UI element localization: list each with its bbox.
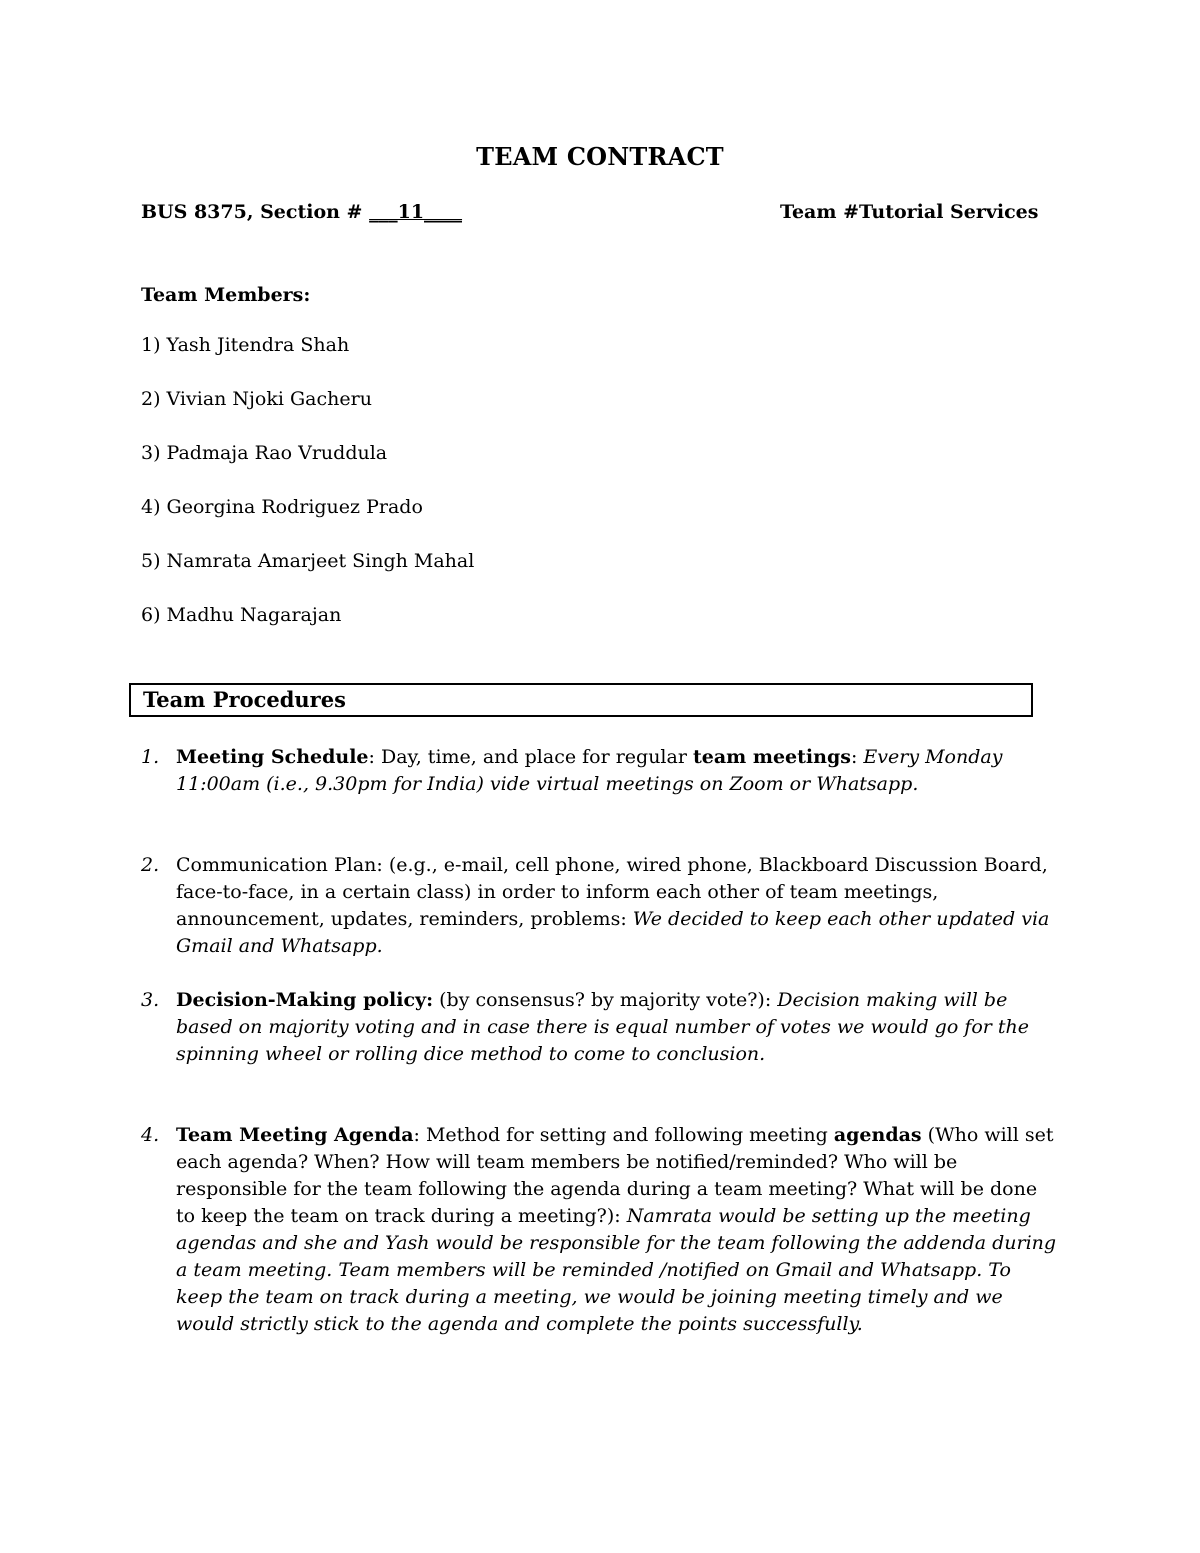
- procedure-number: 3.: [141, 989, 160, 1011]
- member-item: 1) Yash Jitendra Shah: [141, 334, 350, 356]
- procedure-answer: We decided to keep each other updated via Gmail and Whatsapp.: [176, 908, 1050, 957]
- member-item: 4) Georgina Rodriguez Prado: [141, 496, 423, 518]
- procedure-body: [176, 987, 1061, 1068]
- procedure-text: : Day, time, and place for regular: [368, 746, 693, 768]
- page-title: TEAM CONTRACT: [476, 142, 724, 171]
- procedure-item: [141, 987, 1061, 1068]
- procedure-body: [176, 852, 1061, 960]
- procedure-text-continued: :: [850, 746, 864, 768]
- member-item: 3) Padmaja Rao Vruddula: [141, 442, 388, 464]
- procedure-text: (by consensus? by majority vote?):: [433, 989, 778, 1011]
- procedure-item: [141, 1122, 1061, 1338]
- member-item: 2) Vivian Njoki Gacheru: [141, 388, 372, 410]
- procedure-body: [176, 1122, 1061, 1338]
- members-list: [141, 332, 474, 656]
- procedure-keyword: team meetings: [692, 746, 851, 768]
- procedure-label: Meeting Schedule: [176, 746, 369, 768]
- member-item: 6) Madhu Nagarajan: [141, 604, 342, 626]
- members-heading: Team Members:: [141, 284, 311, 306]
- procedure-label: Team Meeting Agenda: [176, 1124, 414, 1146]
- course-label: BUS 8375, Section #: [141, 201, 370, 223]
- procedure-number: 4.: [141, 1124, 160, 1146]
- procedure-answer: Decision making will be based on majority voting and in case there is equal number of votes we would go for the spinning wheel or rolling dice method to come to conclusion.: [176, 989, 1030, 1065]
- section-heading: Team Procedures: [143, 687, 346, 712]
- team-name: Team #Tutorial Services: [780, 201, 1039, 223]
- procedure-item: [141, 852, 1061, 960]
- procedure-text: : Method for setting and following meeting: [413, 1124, 834, 1146]
- course-section-line: [141, 201, 462, 223]
- section-number: ___11____: [369, 201, 463, 223]
- procedure-item: [141, 744, 1061, 798]
- member-item: 5) Namrata Amarjeet Singh Mahal: [141, 550, 475, 572]
- procedure-number: 2.: [141, 854, 160, 876]
- procedure-answer: Every Monday 11:00am (i.e., 9.30pm for India) vide virtual meetings on Zoom or Whatsapp.: [176, 746, 1003, 795]
- procedure-number: 1.: [141, 746, 160, 768]
- procedure-text: Communication Plan: (e.g., e-mail, cell phone, wired phone, Blackboard Discussion Board, face-to-face, in a certain class) in order to inform each other of team meetings, announcement, updates, reminders, problems:: [176, 854, 1048, 930]
- procedure-label: Decision-Making policy:: [176, 989, 434, 1011]
- procedure-body: [176, 744, 1061, 798]
- section-heading-box: [129, 683, 1033, 717]
- procedure-text-continued: (Who will set each agenda? When? How will team members be notified/reminded? Who will be responsible for the team following the agenda during a team meeting? What will be done to keep the team on track during a meeting?):: [176, 1124, 1054, 1227]
- procedure-answer: Namrata would be setting up the meeting agendas and she and Yash would be responsible for the team following the addenda during a team meeting. Team members will be reminded /notified on Gmail and Whatsapp. To keep the team on track during a meeting, we would be joining meeting timely and we would strictly stick to the agenda and complete the points successfully.: [176, 1205, 1057, 1335]
- procedure-keyword: agendas: [833, 1124, 922, 1146]
